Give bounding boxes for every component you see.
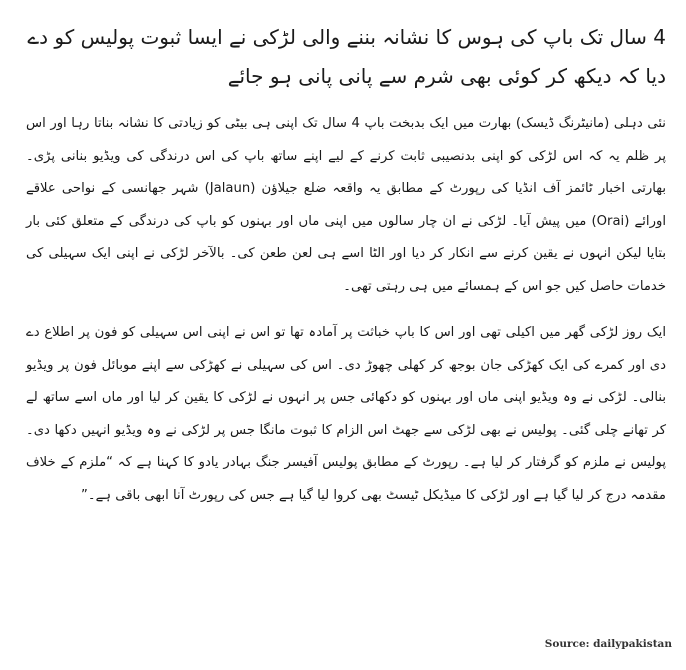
article-headline: 4 سال تک باپ کی ہوس کا نشانہ بننے والی لڑکی نے ایسا ثبوت پولیس کو دے دیا کہ دیکھ کر کوئی بھی شرم سے پانی پانی ہو جائے — [27, 25, 666, 88]
article — [26, 18, 666, 658]
article-paragraph: نئی دہلی (مانیٹرنگ ڈیسک) بھارت میں ایک بدبخت باپ 4 سال تک اپنی ہی بیٹی کو زیادتی کا نشانہ بناتا رہا اور اس پر ظلم یہ کہ اس لڑکی کو اپنی بدنصیبی ثابت کرنے کے لیے اپنے ساتھ باپ کی اس درندگی کی ویڈیو بنانی پڑی۔ بھارتی اخبار ٹائمز آف انڈیا کی رپورٹ کے مطابق یہ واقعہ ضلع جیلاؤن (Jalaun) شہر جھانسی کے نواحی علاقے اورائے (Orai) میں پیش آیا۔ لڑکی نے ان چار سالوں میں اپنی ماں اور بہنوں کو باپ کی درندگی کے متعلق کئی بار بتایا لیکن انہوں نے یقین کرنے سے انکار کر دیا اور الٹا اسے ہی لعن طعن کی۔ بالآخر لڑکی نے اپنی ایک سہیلی کی خدمات حاصل کیں جو اس کے ہمسائے میں ہی رہتی تھی۔ — [26, 116, 666, 294]
source-credit: Source: dailypakistan — [544, 638, 672, 650]
article-paragraph: ایک روز لڑکی گھر میں اکیلی تھی اور اس کا باپ خباثت پر آمادہ تھا تو اس نے اپنی اس سہیلی کو فون پر اطلاع دے دی اور کمرے کی ایک کھڑکی جان بوجھ کر کھلی چھوڑ دی۔ اس کی سہیلی نے کھڑکی سے اپنے موبائل فون پر ویڈیو بنالی۔ لڑکی نے وہ ویڈیو اپنی ماں اور بہنوں کو دکھائی جس پر انہوں نے لڑکی کا یقین کر لیا اور ماں اسے ساتھ لے کر تھانے چلی گئی۔ پولیس نے بھی لڑکی سے جھٹ اس الزام کا ثبوت مانگا جس پر لڑکی نے وہ ویڈیو انہیں دکھا دی۔ پولیس نے ملزم کو گرفتار کر لیا ہے۔ رپورٹ کے مطابق پولیس آفیسر جنگ بہادر یادو کا کہنا ہے کہ “ملزم کے خلاف مقدمہ درج کر لیا گیا ہے اور لڑکی کا میڈیکل ٹیسٹ بھی کروا لیا گیا ہے جس کی رپورٹ آنا ابھی باقی ہے۔” — [26, 325, 666, 503]
